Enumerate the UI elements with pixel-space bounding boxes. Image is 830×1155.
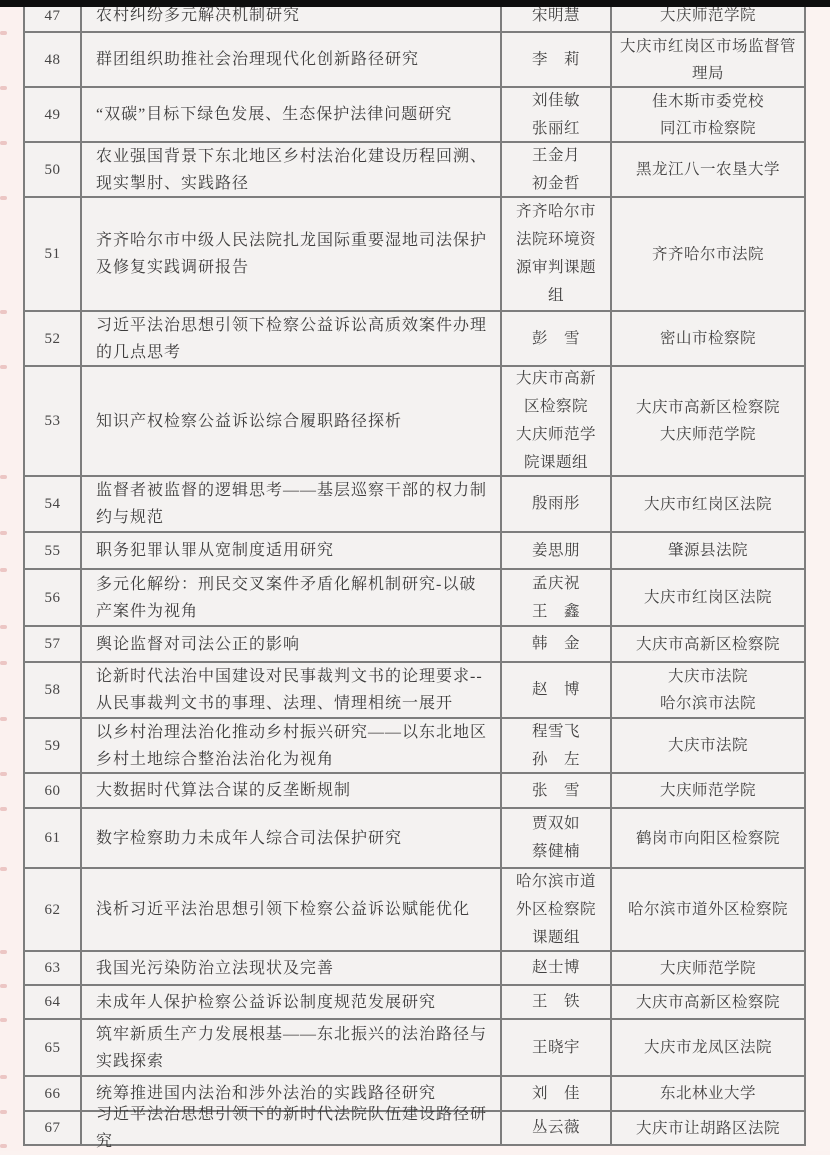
institution-name: 大庆市红岗区法院 bbox=[643, 589, 772, 606]
project-title-cell bbox=[82, 774, 502, 807]
project-title: 数字检察助力未成年人综合司法保护研究 bbox=[96, 829, 403, 847]
project-title-cell bbox=[82, 869, 502, 950]
table-row bbox=[25, 312, 804, 367]
institution-cell bbox=[612, 774, 804, 807]
row-number bbox=[25, 719, 82, 772]
project-title-cell bbox=[82, 312, 502, 365]
project-title-cell bbox=[82, 663, 502, 717]
institution-name: 黑龙江八一农垦大学 bbox=[635, 161, 780, 178]
row-number bbox=[25, 1077, 82, 1110]
author-cell bbox=[502, 952, 612, 984]
author-name: 院课题组 bbox=[523, 454, 588, 471]
row-number bbox=[25, 570, 82, 625]
author-cell bbox=[502, 312, 612, 365]
institution-name: 齐齐哈尔市法院 bbox=[651, 245, 764, 263]
table-row bbox=[25, 952, 804, 986]
scan-artifact bbox=[0, 717, 7, 721]
row-number bbox=[25, 198, 82, 310]
table-row bbox=[25, 477, 804, 533]
institution-name: 佳木斯市委党校 bbox=[651, 92, 764, 110]
row-number-text: 54 bbox=[44, 496, 61, 512]
institution-name: 理局 bbox=[691, 64, 724, 82]
author-name: 王晓宇 bbox=[531, 1038, 580, 1056]
author-name: 大庆师范学 bbox=[515, 426, 596, 443]
table-row bbox=[25, 533, 804, 570]
row-number bbox=[25, 367, 82, 475]
row-number-text: 53 bbox=[44, 413, 61, 429]
institution-cell bbox=[612, 533, 804, 568]
author-name: 李 莉 bbox=[531, 50, 580, 68]
author-cell bbox=[502, 533, 612, 568]
row-number-text: 61 bbox=[44, 830, 61, 846]
scan-artifact bbox=[0, 1018, 7, 1022]
row-number bbox=[25, 1112, 82, 1144]
row-number-text: 65 bbox=[44, 1039, 61, 1056]
page-right-margin bbox=[806, 0, 830, 1151]
institution-name: 大庆市法院 bbox=[667, 737, 748, 754]
project-title: 职务犯罪认罪从宽制度适用研究 bbox=[96, 542, 335, 559]
row-number-text: 67 bbox=[44, 1120, 61, 1136]
project-title-cell bbox=[82, 143, 502, 196]
scan-artifact bbox=[0, 31, 7, 35]
author-cell bbox=[502, 809, 612, 867]
row-number bbox=[25, 88, 82, 141]
project-title: 以乡村治理法治化推动乡村振兴研究——以东北地区乡村土地综合整治法治化为视角 bbox=[96, 723, 488, 768]
scan-artifact bbox=[0, 807, 7, 811]
institution-name: 大庆师范学院 bbox=[659, 426, 756, 443]
author-name: 组 bbox=[547, 287, 564, 304]
project-title-cell bbox=[82, 477, 502, 531]
project-title-cell bbox=[82, 986, 502, 1018]
institution-name: 大庆市高新区检察院 bbox=[635, 399, 780, 416]
project-title: “双碳”目标下绿色发展、生态保护法律问题研究 bbox=[96, 106, 453, 123]
institution-cell bbox=[612, 719, 804, 772]
author-name: 彭 雪 bbox=[531, 329, 580, 347]
table-row bbox=[25, 719, 804, 774]
author-name: 外区检察院 bbox=[515, 900, 596, 918]
project-title-cell bbox=[82, 367, 502, 475]
table-row bbox=[25, 88, 804, 143]
author-cell bbox=[502, 88, 612, 141]
row-number bbox=[25, 477, 82, 531]
project-title: 大数据时代算法合谋的反垄断规制 bbox=[96, 782, 352, 799]
institution-cell bbox=[612, 1112, 804, 1144]
row-number-text: 60 bbox=[44, 782, 61, 799]
author-name: 初金哲 bbox=[531, 174, 580, 192]
institution-cell bbox=[612, 869, 804, 950]
project-title-cell bbox=[82, 627, 502, 661]
table-row bbox=[25, 809, 804, 869]
row-number-text: 66 bbox=[44, 1085, 61, 1102]
scan-artifact bbox=[0, 625, 7, 629]
author-name: 大庆市高新 bbox=[515, 370, 596, 387]
author-name: 孙 左 bbox=[531, 750, 580, 768]
scan-artifact bbox=[0, 365, 7, 369]
table-row bbox=[25, 570, 804, 627]
project-title-cell bbox=[82, 570, 502, 625]
author-cell bbox=[502, 477, 612, 531]
institution-name: 大庆师范学院 bbox=[659, 7, 756, 24]
scan-artifact bbox=[0, 867, 7, 871]
institution-name: 大庆市红岗区法院 bbox=[643, 495, 772, 513]
row-number-text: 50 bbox=[44, 161, 61, 178]
project-title-cell bbox=[82, 33, 502, 86]
row-number-text: 64 bbox=[44, 994, 61, 1010]
research-projects-table bbox=[23, 0, 806, 1150]
scan-artifact bbox=[0, 772, 7, 776]
scan-artifact bbox=[0, 86, 7, 90]
row-number bbox=[25, 809, 82, 867]
scan-artifact bbox=[0, 1110, 7, 1114]
author-name: 丛云薇 bbox=[531, 1119, 580, 1136]
author-cell bbox=[502, 663, 612, 717]
author-name: 刘 佳 bbox=[531, 1084, 580, 1102]
author-cell bbox=[502, 33, 612, 86]
institution-cell bbox=[612, 663, 804, 717]
project-title: 统筹推进国内法治和涉外法治的实践路径研究 bbox=[96, 1085, 437, 1102]
scan-artifact bbox=[0, 196, 7, 200]
table-row bbox=[25, 198, 804, 312]
row-number bbox=[25, 627, 82, 661]
project-title: 群团组织助推社会治理现代化创新路径研究 bbox=[96, 51, 420, 68]
row-number-text: 51 bbox=[44, 246, 61, 262]
project-title: 多元化解纷：刑民交叉案件矛盾化解机制研究-以破产案件为视角 bbox=[96, 575, 477, 620]
scan-artifact bbox=[0, 475, 7, 479]
project-title: 我国光污染防治立法现状及完善 bbox=[96, 959, 335, 977]
row-number bbox=[25, 143, 82, 196]
author-cell bbox=[502, 143, 612, 196]
author-name: 姜思朋 bbox=[531, 541, 580, 559]
row-number-text: 62 bbox=[44, 901, 61, 918]
project-title-cell bbox=[82, 809, 502, 867]
author-name: 王金月 bbox=[531, 146, 580, 164]
table-row bbox=[25, 367, 804, 477]
project-title-cell bbox=[82, 88, 502, 141]
author-cell bbox=[502, 869, 612, 950]
author-name: 王 铁 bbox=[531, 993, 580, 1010]
row-number-text: 63 bbox=[44, 960, 61, 976]
author-name: 韩 金 bbox=[531, 635, 580, 652]
project-title: 习近平法治思想引领下检察公益诉讼高质效案件办理的几点思考 bbox=[96, 316, 488, 361]
author-name: 蔡健楠 bbox=[531, 843, 580, 860]
scan-artifact bbox=[0, 984, 7, 988]
scan-artifact bbox=[0, 141, 7, 145]
institution-name: 肇源县法院 bbox=[667, 542, 748, 559]
institution-cell bbox=[612, 986, 804, 1018]
row-number-text: 47 bbox=[44, 7, 61, 24]
author-name: 法院环境资 bbox=[515, 231, 596, 248]
table-row bbox=[25, 986, 804, 1020]
row-number bbox=[25, 33, 82, 86]
project-title: 未成年人保护检察公益诉讼制度规范发展研究 bbox=[96, 993, 437, 1011]
scan-artifact bbox=[0, 1075, 7, 1079]
institution-name: 哈尔滨市法院 bbox=[659, 695, 756, 712]
author-name: 王 鑫 bbox=[531, 602, 580, 620]
author-cell bbox=[502, 367, 612, 475]
author-cell bbox=[502, 1020, 612, 1075]
project-title: 监督者被监督的逻辑思考——基层巡察干部的权力制约与规范 bbox=[96, 482, 488, 526]
author-cell bbox=[502, 719, 612, 772]
scan-artifact bbox=[0, 531, 7, 535]
row-number-text: 57 bbox=[44, 636, 61, 652]
author-name: 殷雨彤 bbox=[531, 495, 580, 512]
institution-cell bbox=[612, 33, 804, 86]
table-row bbox=[25, 627, 804, 663]
project-title: 习近平法治思想引领下的新时代法院队伍建设路径研究 bbox=[96, 1106, 488, 1150]
scan-artifact bbox=[0, 568, 7, 572]
author-cell bbox=[502, 627, 612, 661]
institution-name: 哈尔滨市道外区检察院 bbox=[627, 901, 788, 918]
institution-cell bbox=[612, 1077, 804, 1110]
author-name: 刘佳敏 bbox=[531, 91, 580, 109]
author-name: 宋明慧 bbox=[531, 6, 580, 24]
institution-name: 大庆市高新区检察院 bbox=[635, 635, 780, 653]
row-number bbox=[25, 774, 82, 807]
row-number bbox=[25, 952, 82, 984]
scan-artifact bbox=[0, 310, 7, 314]
author-name: 张 雪 bbox=[531, 781, 580, 799]
project-title: 浅析习近平法治思想引领下检察公益诉讼赋能优化 bbox=[96, 901, 471, 918]
institution-name: 大庆师范学院 bbox=[659, 959, 756, 977]
project-title: 农村纠纷多元解决机制研究 bbox=[96, 7, 301, 24]
institution-cell bbox=[612, 570, 804, 625]
institution-name: 同江市检察院 bbox=[659, 119, 756, 137]
scan-artifact bbox=[0, 950, 7, 954]
project-title: 筑牢新质生产力发展根基——东北振兴的法治路径与实践探索 bbox=[96, 1025, 488, 1070]
scan-artifact bbox=[0, 661, 7, 665]
row-number-text: 48 bbox=[44, 51, 61, 68]
institution-name: 密山市检察院 bbox=[659, 330, 756, 347]
project-title-cell bbox=[82, 1020, 502, 1075]
author-cell bbox=[502, 198, 612, 310]
scan-artifact bbox=[0, 1144, 7, 1148]
author-cell bbox=[502, 986, 612, 1018]
table-row bbox=[25, 1106, 804, 1150]
author-name: 孟庆祝 bbox=[531, 574, 580, 592]
table-row bbox=[25, 869, 804, 952]
author-name: 赵士博 bbox=[531, 959, 580, 976]
institution-name: 大庆市高新区检察院 bbox=[635, 993, 780, 1011]
table-row bbox=[25, 774, 804, 809]
project-title: 论新时代法治中国建设对民事裁判文书的论理要求--从民事裁判文书的事理、法理、情理相统一展开 bbox=[96, 668, 483, 712]
institution-cell bbox=[612, 952, 804, 984]
institution-name: 大庆市让胡路区法院 bbox=[635, 1119, 780, 1137]
institution-cell bbox=[612, 627, 804, 661]
project-title-cell bbox=[82, 952, 502, 984]
institution-name: 大庆市法院 bbox=[667, 668, 748, 685]
row-number bbox=[25, 869, 82, 950]
author-cell bbox=[502, 1077, 612, 1110]
project-title: 农业强国背景下东北地区乡村法治化建设历程回溯、现实掣肘、实践路径 bbox=[96, 147, 488, 192]
author-name: 区检察院 bbox=[523, 398, 588, 415]
row-number-text: 55 bbox=[44, 542, 61, 559]
project-title-cell bbox=[82, 1106, 502, 1150]
photo-edge-bar bbox=[0, 0, 830, 7]
institution-cell bbox=[612, 88, 804, 141]
author-cell bbox=[502, 1112, 612, 1144]
table-row bbox=[25, 33, 804, 88]
institution-name: 大庆市龙凤区法院 bbox=[643, 1039, 772, 1056]
project-title: 齐齐哈尔市中级人民法院扎龙国际重要湿地司法保护及修复实践调研报告 bbox=[96, 232, 488, 276]
project-title-cell bbox=[82, 719, 502, 772]
row-number bbox=[25, 533, 82, 568]
author-name: 哈尔滨市道 bbox=[515, 872, 596, 890]
institution-cell bbox=[612, 477, 804, 531]
author-name: 贾双如 bbox=[531, 815, 580, 832]
project-title-cell bbox=[82, 198, 502, 310]
row-number-text: 52 bbox=[44, 330, 61, 347]
row-number bbox=[25, 312, 82, 365]
author-name: 源审判课题 bbox=[515, 259, 596, 276]
author-name: 齐齐哈尔市 bbox=[515, 203, 596, 220]
institution-name: 东北林业大学 bbox=[659, 1085, 756, 1102]
institution-cell bbox=[612, 1020, 804, 1075]
row-number-text: 59 bbox=[44, 737, 61, 754]
row-number bbox=[25, 986, 82, 1018]
table-row bbox=[25, 663, 804, 719]
institution-cell bbox=[612, 809, 804, 867]
author-cell bbox=[502, 774, 612, 807]
institution-cell bbox=[612, 198, 804, 310]
author-name: 程雪飞 bbox=[531, 722, 580, 740]
project-title: 舆论监督对司法公正的影响 bbox=[96, 635, 301, 653]
author-cell bbox=[502, 570, 612, 625]
institution-name: 大庆市红岗区市场监督管 bbox=[619, 37, 796, 55]
institution-cell bbox=[612, 312, 804, 365]
author-name: 课题组 bbox=[531, 928, 580, 946]
table-row bbox=[25, 143, 804, 198]
row-number-text: 49 bbox=[44, 106, 61, 123]
table-row bbox=[25, 1020, 804, 1077]
institution-name: 大庆师范学院 bbox=[659, 782, 756, 799]
project-title-cell bbox=[82, 533, 502, 568]
project-title: 知识产权检察公益诉讼综合履职路径探析 bbox=[96, 412, 403, 430]
row-number bbox=[25, 663, 82, 717]
institution-name: 鹤岗市向阳区检察院 bbox=[635, 829, 780, 847]
institution-cell bbox=[612, 143, 804, 196]
row-number-text: 58 bbox=[44, 682, 61, 698]
institution-cell bbox=[612, 367, 804, 475]
author-name: 张丽红 bbox=[531, 119, 580, 137]
row-number-text: 56 bbox=[44, 589, 61, 606]
author-name: 赵 博 bbox=[531, 681, 580, 698]
row-number bbox=[25, 1020, 82, 1075]
page-left-margin bbox=[0, 0, 23, 1151]
